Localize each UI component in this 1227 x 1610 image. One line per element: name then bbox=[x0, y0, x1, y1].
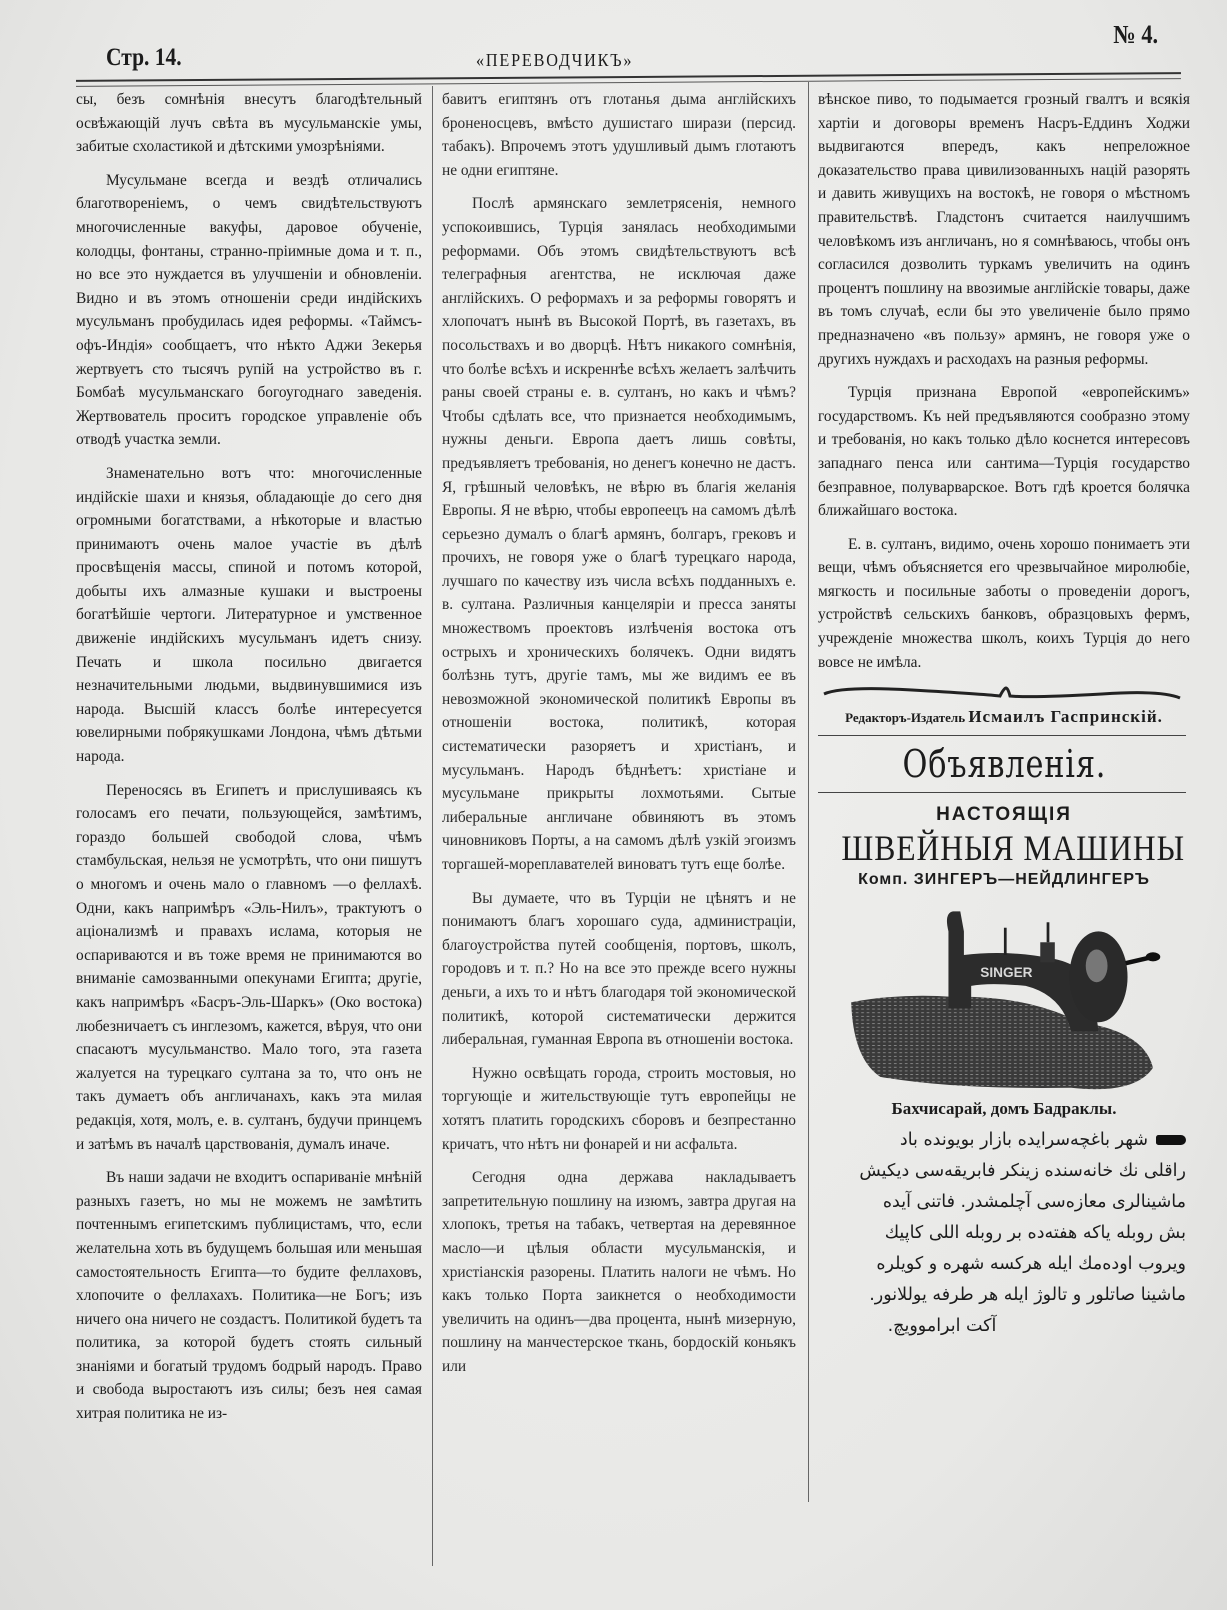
ad-text-line: ماشينالرى معازەسى آچلمشدر. فاتنى آيدە bbox=[882, 1192, 1186, 1213]
paragraph: Въ наши задачи не входитъ оспариваніе мнѣній разныхъ газетъ, но мы не можемъ не замѣтить почтеннымъ египетскимъ публицистамъ, что, если желательна хоть въ будущемъ большая или меньшая самостоятельность Египта—то будите феллаховъ, хлопочите о феллахахъ. Политика—не Богъ; изъ ничего она ничего не создастъ. Политикой будетъ та политика, за которой будетъ стоять сильный знаніями и богатый трудомъ бодрый народъ. Право и свобода выростаютъ изъ силы; безъ нея самая хитрая политика не из- bbox=[76, 1169, 422, 1423]
paragraph: Послѣ армянскаго землетрясенія, немного успокоившись, Турція занялась необходимыми реформами. Объ этомъ свидѣтельствуютъ всѣ телеграфныя агентства, не исключая даже англійскихъ. О реформахъ и за реформы говорятъ и хлопочатъ нынѣ въ Высокой Портѣ, въ газетахъ, въ посольствахъ и во дворцѣ. Нѣтъ никакого сомнѣнія, что болѣе всѣхъ и искреннѣе всѣхъ желаетъ залѣчить раны своей страны е. в. султанъ, но какъ и чѣмъ? Чтобы сдѣлать все, что признается необходимымъ, нужны деньги. Европа даетъ лишь совѣты, предъявляетъ требованія, но денегъ конечно не дастъ. Я, грѣшный человѣкъ, не вѣрю въ благія желанія Европы. Я не вѣрю, чтобы европеецъ на самомъ дѣлѣ серьезно думалъ о благѣ армянъ, болгаръ, грековъ и прочихъ, не говоря уже о благѣ турецкаго народа, лучшаго по качеству изъ числа всѣхъ подданныхъ е. в. султана. Различныя канцеляріи и пресса заняты множествомъ проектовъ излѣченія востока отъ острыхъ и хроническихъ болячекъ. Одни видятъ болѣзнь тутъ, другіе тамъ, мы же видимъ ее въ невозможной экономической политикѣ Европы въ отношеніи востока, политикѣ, которая систематически разоряетъ и христіанъ, и мусульманъ. Народъ бѣднѣетъ: христіане и мусульмане прикрыты лохмотьями. Сытые либеральные англичане обвиняютъ въ этомъ чиновниковъ Порты, а на самомъ дѣлѣ узкій эгоизмъ торгашей-мореплавателей виноватъ тутъ еще болѣе. bbox=[442, 195, 796, 873]
paragraph: Переносясь въ Египетъ и прислушиваясь къ голосамъ его печати, пользующейся, замѣтимъ, гораздо большей свободой слова, чѣмъ стамбульская, нельзя не усмотрѣть, что они пишутъ о многомъ и очень мало о главномъ —о феллахѣ. Одни, какъ напримѣръ «Эль-Нилъ», трактуютъ о аціонализмѣ и правахъ ислама, которыя не оспариваются и въ тоже время не принимаются во вниманіе самозванными опекунами Египта; другіе, какъ напримѣръ «Басръ-Эль-Шаркъ» (Око востока) любезничаетъ съ инглезомъ, кажется, вѣруя, что они спасаютъ мусульманство. Мало того, эта газета жалуется на турецкаго султана за то, что онъ не такъ думаетъ объ англичанахъ, какъ эта милая редакція, хотя, молъ, е. в. султанъ, будучи принцемъ и затѣмъ въ началѣ царствованія, думалъ иначе. bbox=[76, 781, 422, 1153]
page-number: Стр. 14. bbox=[106, 44, 182, 71]
masthead bbox=[76, 14, 1186, 74]
paragraph: Сегодня одна держава накладываетъ запретительную пошлину на изюмъ, завтра другая на хлопокъ, третья на табакъ, четвертая на деревянное масло—и цѣлыя области мусульманскія, и христіанскія разорены. Платить налоги не чѣмъ. Но какъ только Порта заикнется о необходимости увеличить на одинъ—два процента, нынѣ мизерную, пошлину на манчестерское ткань, бордоскій коньякъ или bbox=[442, 1169, 796, 1375]
ad-text-line: راقلى نك خانەسندە زينكر فابريقەسى ديكيش bbox=[859, 1161, 1186, 1182]
ad-headline: ШВЕЙНЫЯ МАШИНЫ bbox=[841, 828, 1186, 869]
ad-rule bbox=[818, 735, 1186, 736]
ad-company: Комп. ЗИНГЕРЪ—НЕЙДЛИНГЕРЪ bbox=[858, 871, 1150, 889]
ad-text-line: ويروب اودەمك ايلە هركسە شهرە و كويلرە bbox=[876, 1254, 1186, 1275]
issue-number: № 4. bbox=[1113, 20, 1158, 49]
paragraph: сы, безъ сомнѣнія внесутъ благодѣтельный освѣжающій лучъ свѣта въ мусульманскіе умы, забитые схоластикой и дѣтскими умозрѣніями. bbox=[76, 91, 422, 156]
column-divider bbox=[432, 86, 433, 1566]
ad-address: Бахчисарай, домъ Бадраклы. bbox=[891, 1099, 1117, 1119]
editor-credit bbox=[818, 706, 1190, 729]
machine-brand-label: SINGER bbox=[980, 965, 1033, 981]
article-column-1 bbox=[76, 88, 422, 1436]
paragraph: Турція признана Европой «европейскимъ» государствомъ. Къ ней предъявляются сообразно этому и требованія, но какъ только дѣло коснется интересовъ западнаго пенса или сантима—Турція государство безправное, полуварварское. Вотъ гдѣ кроется болячка ближайшаго востока. bbox=[818, 384, 1190, 520]
ad-signature: آكت ابراموويچ. bbox=[887, 1316, 997, 1337]
paragraph: вѣнское пиво, то подымается грозный гвалтъ и всякія хартіи и договоры временъ Насръ-Еддинъ Ходжи выдвигаются впередъ, какъ непреложное доказательство права цивилизованныхъ націй разорять и давить живущихъ на востокѣ, не говоря о мѣстномъ правительствѣ. Гладстонъ считается наилучшимъ человѣкомъ изъ англичанъ, но я сомнѣваюсь, чтобы онъ согласился дозволить туркамъ увеличить на одинъ процентъ пошлину на ввозимые англійскіе товары, даже въ томъ случаѣ, если бы это увеличеніе было прямо предназначено «въ пользу» армянъ, не говоря уже о другихъ нуждахъ и расходахъ на разныя реформы. bbox=[818, 91, 1190, 368]
ad-text-line: بش روبلە ياكە هفتەدە بر روبلە اللى كاپيك bbox=[884, 1223, 1186, 1244]
ad-rule bbox=[818, 792, 1186, 793]
ads-section-title: Объявленія. bbox=[902, 742, 1106, 787]
sewing-machine-illustration bbox=[828, 895, 1178, 1095]
paragraph: бавитъ египтянъ отъ глотанья дыма англійскихъ броненосцевъ, вмѣсто душистаго ширази (персид. табакъ). Впрочемъ этотъ удушливый дымъ глотаютъ не одни египтяне. bbox=[442, 91, 796, 179]
ornamental-divider bbox=[822, 684, 1182, 704]
pointing-hand-icon bbox=[1156, 1135, 1186, 1145]
article-continuation bbox=[818, 88, 1190, 674]
ad-text-ottoman bbox=[818, 1125, 1186, 1342]
editor-name: Исмаилъ Гаспринскій. bbox=[968, 707, 1163, 727]
paragraph: Нужно освѣщать города, строить мостовыя, но торгующіе и жительствующіе тутъ европейцы не хотятъ платить городскихъ сборовъ и безпрестанно кричатъ, что нѣтъ ни фонарей и ни асфальта. bbox=[442, 1064, 796, 1153]
ad-text-line: شهر باغچەسرايدە بازار بويوندە باد bbox=[818, 1125, 1186, 1156]
article-column-2 bbox=[442, 88, 796, 1388]
paragraph: Е. в. султанъ, видимо, очень хорошо понимаетъ эти вещи, чѣмъ объясняется его чрезвычайное миролюбіе, мягкость и посильные заботы о проведеніи дорогъ, устройствѣ сельскихъ банковъ, образцовыхъ фермъ, учрежденіе множества школъ, коихъ Турція до него вовсе не имѣла. bbox=[818, 535, 1190, 671]
paragraph: Мусульмане всегда и вездѣ отличались благотвореніемъ, о чемъ свидѣтельствуютъ многочисленные вакуфы, даровое обученіе, колодцы, фонтаны, странно-пріимные дома и т. п., но все это нуждается въ улучшеніи и обновленіи. Видно и въ этомъ отношеніи среди индійскихъ мусульманъ пробудилась идея реформы. «Таймсъ-офъ-Индія» сообщаетъ, что нѣкто Аджи Зекерья жертвуетъ сто тысячъ рупій на устройство въ г. Бомбаѣ мусульманскаго богоугоднаго заведенія. Жертвователь проситъ городское управленіе объ отводѣ участка земли. bbox=[76, 171, 422, 449]
editor-label: Редакторъ-Издатель bbox=[845, 710, 966, 726]
ad-kicker: НАСТОЯЩІЯ bbox=[936, 804, 1072, 826]
article-column-3 bbox=[818, 88, 1190, 1342]
column-divider bbox=[808, 82, 809, 1502]
paragraph: Вы думаете, что въ Турціи не цѣнятъ и не понимаютъ благъ хорошаго суда, администраціи, благоустройства путей сообщенія, портовъ, школъ, городовъ и т. п.? Но на все это прежде всего нужны деньги, а ихъ то и нѣтъ благодаря той экономической политикѣ, которой систематически держится либеральная, гуманная Европа въ отношеніи востока. bbox=[442, 889, 796, 1049]
newspaper-title: «ПЕРЕВОДЧИКЪ» bbox=[476, 50, 634, 70]
ad-text-line: ماشينا صاتلور و تالوژ ايلە هر طرفە يوللانور. bbox=[869, 1285, 1186, 1306]
paragraph: Знаменательно вотъ что: многочисленные индійскіе шахи и князья, обладающіе до сего дня огромными богатствами, а нѣкоторые и властью принимаютъ очень малое участіе въ дѣлѣ просвѣщенія массы, спиной и потомъ которой, добыты ихъ алмазные кушаки и выстроены богатѣйшіе чертоги. Литературное и умственное движеніе индійскихъ мусульманъ идетъ снизу. Печать и школа посильно двигается незначительными людьми, выдвинувшимися изъ народа. Высшій классъ болѣе интересуется ювелирными побрякушками Лондона, чѣмъ дѣтьми народа. bbox=[76, 464, 422, 766]
